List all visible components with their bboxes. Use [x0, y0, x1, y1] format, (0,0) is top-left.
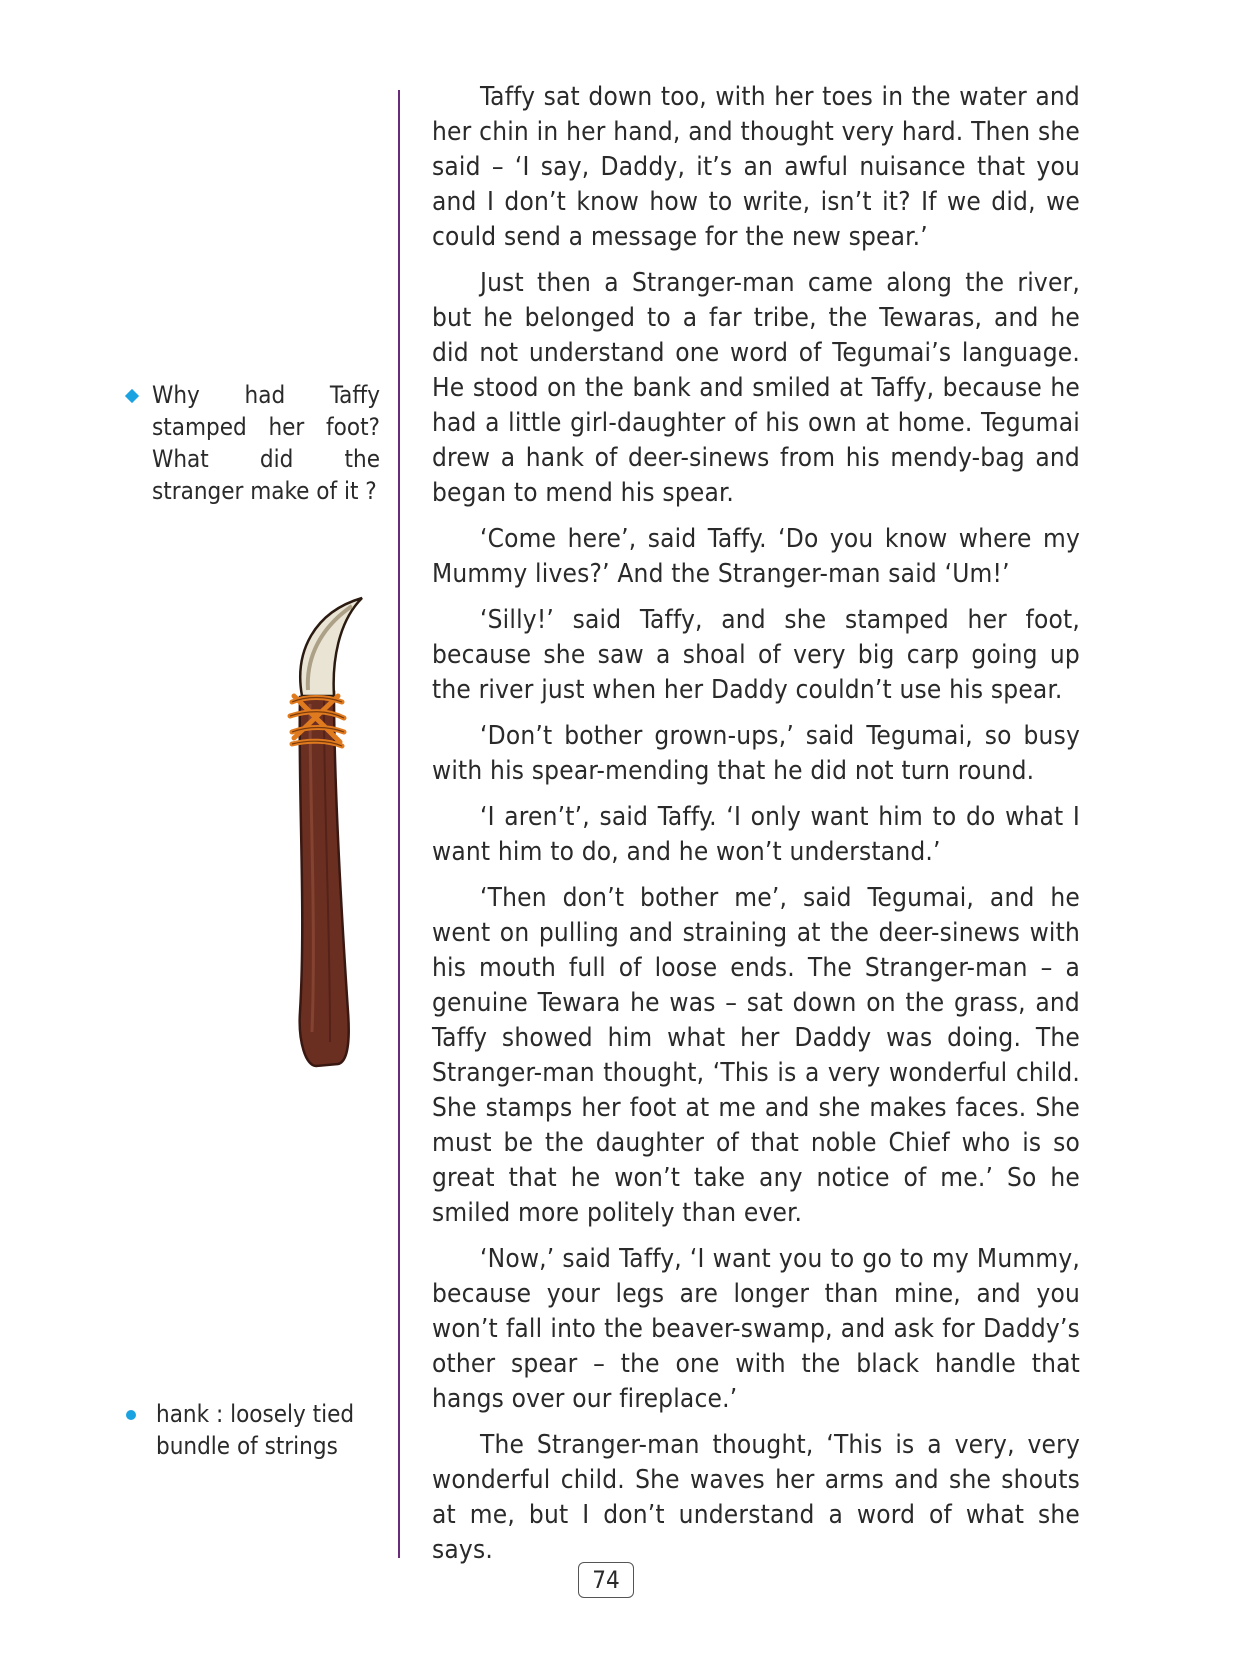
- paragraph: ‘I aren’t’, said Taffy. ‘I only want him to do what I want him to do, and he won’t understand.’: [432, 802, 1080, 867]
- paragraph: ‘Then don’t bother me’, said Tegumai, and he went on pulling and straining at the deer-sinews with his mouth full of loose ends. The Stranger-man – a genuine Tewara he was – sat down on the grass, and Taffy showed him what her Daddy was doing. The Stranger-man thought, ‘This is a very wonderful child. She stamps her foot at me and she makes faces. She must be the daughter of that noble Chief who is so great that he won’t take any notice of me.’ So he smiled more politely than ever.: [432, 883, 1080, 1228]
- paragraph: Just then a Stranger-man came along the river, but he belonged to a far tribe, the Tewaras, and he did not understand one word of Tegumai’s language. He stood on the bank and smiled at Taffy, because he had a little girl-daughter of his own at home. Tegumai drew a hank of deer-sinews from his mendy-bag and began to mend his spear.: [432, 268, 1080, 508]
- spear-illustration: [286, 592, 386, 1078]
- column-divider: [398, 90, 400, 1558]
- story-text: [432, 80, 1080, 1579]
- paragraph: Taffy sat down too, with her toes in the water and her chin in her hand, and thought very hard. Then she said – ‘I say, Daddy, it’s an awful nuisance that you and I don’t know how to write, isn’t it? If we did, we could send a message for the new spear.’: [432, 82, 1080, 252]
- paragraph: ‘Silly!’ said Taffy, and she stamped her foot, because she saw a shoal of very big carp going up the river just when her Daddy couldn’t use his spear.: [432, 605, 1080, 705]
- margin-gloss-text: hank : loosely tied bundle of strings: [156, 1400, 355, 1460]
- paragraph: ‘Don’t bother grown-ups,’ said Tegumai, so busy with his spear-mending that he did not turn round.: [432, 721, 1080, 786]
- margin-question: [124, 379, 380, 507]
- page-number: 74: [578, 1562, 634, 1598]
- paragraph: The Stranger-man thought, ‘This is a very, very wonderful child. She waves her arms and she shouts at me, but I don’t understand a word of what she says.: [432, 1430, 1080, 1565]
- dot-bullet-icon: [126, 1410, 136, 1420]
- paragraph: ‘Come here’, said Taffy. ‘Do you know where my Mummy lives?’ And the Stranger-man said ‘Um!’: [432, 524, 1080, 589]
- paragraph: ‘Now,’ said Taffy, ‘I want you to go to my Mummy, because your legs are longer than mine, and you won’t fall into the beaver-swamp, and ask for Daddy’s other spear – the one with the black handle that hangs over our fireplace.’: [432, 1244, 1080, 1414]
- margin-gloss: [124, 1398, 380, 1462]
- margin-question-text: Why had Taffy stamped her foot? What did the stranger make of it ?: [152, 381, 380, 505]
